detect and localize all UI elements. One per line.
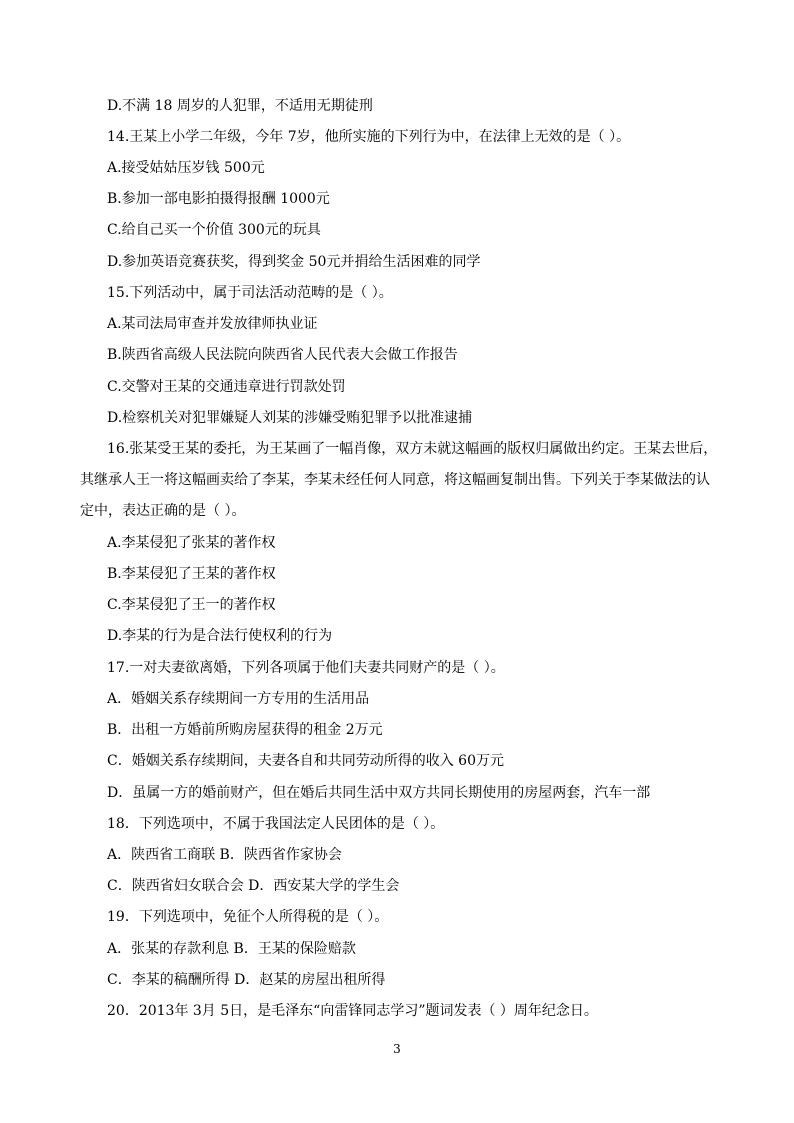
option-line: B.陕西省高级人民法院向陕西省人民代表大会做工作报告: [107, 347, 458, 363]
option-line: D.参加英语竞赛获奖，得到奖金 50元并捐给生活困难的同学: [107, 254, 481, 270]
question-line: 15.下列活动中，属于司法活动范畴的是（ ）。: [107, 285, 393, 301]
option-line: B．出租一方婚前所购房屋获得的租金 2万元: [107, 722, 383, 738]
question-line: 20．2013年 3月 5日，是毛泽东“向雷锋同志学习”题词发表（ ）周年纪念日。: [107, 1003, 598, 1019]
option-line: C.交警对王某的交通违章进行罚款处罚: [107, 379, 346, 395]
option-line: D.不满 18 周岁的人犯罪，不适用无期徒刑: [107, 98, 373, 114]
question-line: 其继承人王一将这幅画卖给了李某，李某未经任何人同意，将这幅画复制出售。下列关于李某做法的认: [80, 472, 710, 488]
option-line: A.接受姑姑压岁钱 500元: [107, 160, 265, 176]
option-line: A．陕西省工商联 B．陕西省作家协会: [107, 847, 342, 863]
option-line: B.李某侵犯了王某的著作权: [107, 566, 276, 582]
question-line: 定中，表达正确的是（ ）。: [80, 503, 246, 519]
option-line: A.李某侵犯了张某的著作权: [107, 535, 276, 551]
option-line: C.给自己买一个价值 300元的玩具: [107, 222, 321, 238]
question-line: 19．下列选项中，免征个人所得税的是（ ）。: [107, 909, 389, 925]
option-line: C.李某侵犯了王一的著作权: [107, 597, 276, 613]
option-line: C．婚姻关系存续期间，夫妻各自和共同劳动所得的收入 60万元: [107, 753, 504, 769]
page-number: 3: [393, 1042, 401, 1056]
question-line: 18．下列选项中，不属于我国法定人民团体的是（ ）。: [107, 816, 445, 832]
option-line: D.检察机关对犯罪嫌疑人刘某的涉嫌受贿犯罪予以批准逮捕: [107, 410, 473, 426]
question-line: 14.王某上小学二年级，今年 7岁，他所实施的下列行为中，在法律上无效的是（ ）。: [107, 129, 631, 145]
option-line: A．婚姻关系存续期间一方专用的生活用品: [107, 691, 370, 707]
option-line: C．李某的稿酬所得 D．赵某的房屋出租所得: [107, 972, 386, 988]
option-line: B.参加一部电影拍摄得报酬 1000元: [107, 191, 330, 207]
option-line: A.某司法局审查并发放律师执业证: [107, 316, 318, 332]
option-line: D．虽属一方的婚前财产，但在婚后共同生活中双方共同长期使用的房屋两套，汽车一部: [107, 785, 651, 801]
option-line: C．陕西省妇女联合会 D．西安某大学的学生会: [107, 878, 400, 894]
option-line: D.李某的行为是合法行使权利的行为: [107, 628, 333, 644]
option-line: A．张某的存款利息 B．王某的保险赔款: [107, 941, 356, 957]
question-line: 17.一对夫妻欲离婚，下列各项属于他们夫妻共同财产的是（ ）。: [107, 660, 505, 676]
question-line: 16.张某受王某的委托，为王某画了一幅肖像，双方未就这幅画的版权归属做出约定。王某去世后，: [107, 441, 718, 457]
